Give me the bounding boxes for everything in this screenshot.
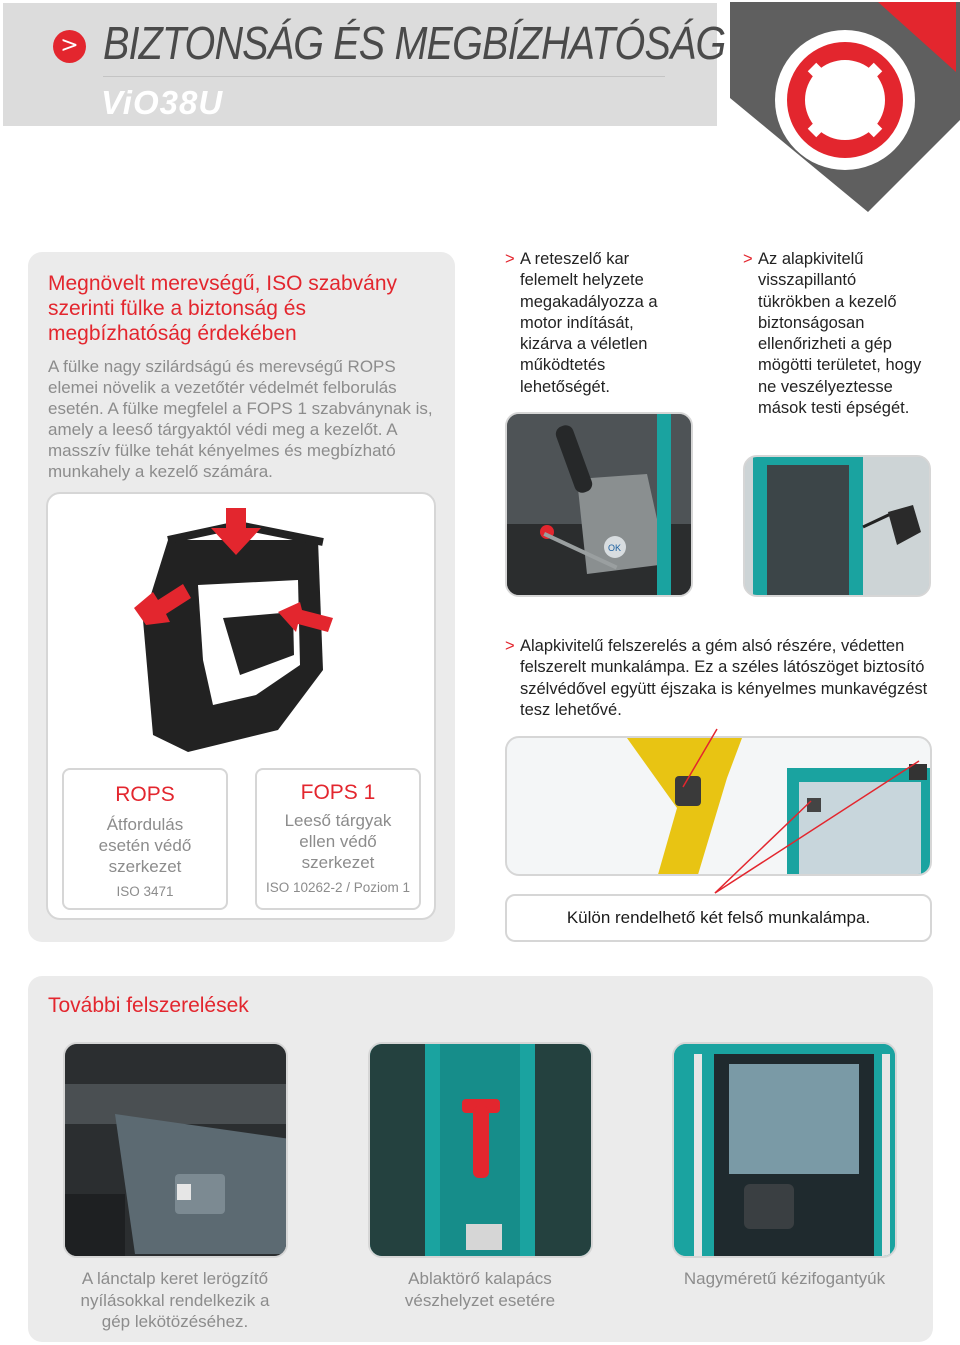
rops-title: ROPS	[115, 783, 175, 806]
ok-label: OK	[608, 543, 622, 553]
track-frame-photo	[63, 1042, 288, 1258]
lock-lever-photo	[505, 412, 693, 597]
extras-heading: További felszerelések	[48, 994, 249, 1017]
lifebuoy-icon	[728, 0, 960, 215]
handrails-photo	[672, 1042, 897, 1258]
extra-lights-caption: Külön rendelhető két felső munkalámpa.	[505, 894, 932, 942]
handrails-caption: Nagyméretű kézifogantyúk	[683, 1269, 886, 1288]
hammer-caption: Ablaktörő kalapács vészhelyzet esetére	[404, 1269, 556, 1310]
mirror-photo	[743, 455, 931, 597]
header-chevron-icon: >	[53, 30, 86, 63]
fops-description: Leeső tárgyak ellen védő szerkezet	[284, 811, 392, 872]
cab-heading: Megnövelt merevségű, ISO szabvány szerinti fülke a biztonság és megbízhatóság érdekében	[48, 272, 398, 345]
header-divider	[103, 76, 665, 77]
mirrors-text: > Az alapkivitelű visszapillantó tükrökben a kezelő biztonságosan ellenőrizheti a gép mögötti területet, hogy ne veszélyeztesse mások testi épségét.	[743, 249, 928, 419]
work-light-text: > Alapkivitelű felszerelés a gém alsó részére, védetten felszerelt munkalámpa. Ez a széles látószöget biztosító szélvédővel együtt éjszaka is kényelmes munkavégzést tesz lehetővé.	[505, 636, 935, 721]
cab-description: A fülke nagy szilárdságú és merevségű ROPS elemei növelik a vezetőtér védelmét felborulás esetén. A fülke megfelel a FOPS 1 szabványnak is, amely a leeső tárgyaktól védi meg a kezelőt. A masszív fülke tehát kényelmes és megbízható munkahely a kezelő számára.	[48, 357, 433, 481]
model-name: ViO38U	[101, 84, 224, 121]
fops-title: FOPS 1	[300, 781, 376, 804]
fops-label	[255, 768, 421, 910]
rops-description: Átfordulás esetén védő szerkezet	[98, 815, 192, 876]
track-frame-caption: A lánctalp keret lerögzítő nyílásokkal rendelkezik a gép lekötözéséhez.	[80, 1269, 270, 1331]
light-pointer-lines	[505, 725, 932, 897]
rops-label	[62, 768, 228, 910]
rops-standard: ISO 3471	[116, 884, 174, 899]
hammer-photo	[368, 1042, 593, 1258]
page-title: BIZTONSÁG ÉS MEGBÍZHATÓSÁG	[103, 17, 726, 69]
cab-frame-illustration	[128, 500, 358, 765]
lock-lever-text: > A reteszelő kar felemelt helyzete megakadályozza a motor indítását, kizárva a véletlen működtetés lehetőségét.	[505, 249, 685, 398]
fops-standard: ISO 10262-2 / Poziom 1	[265, 880, 411, 895]
